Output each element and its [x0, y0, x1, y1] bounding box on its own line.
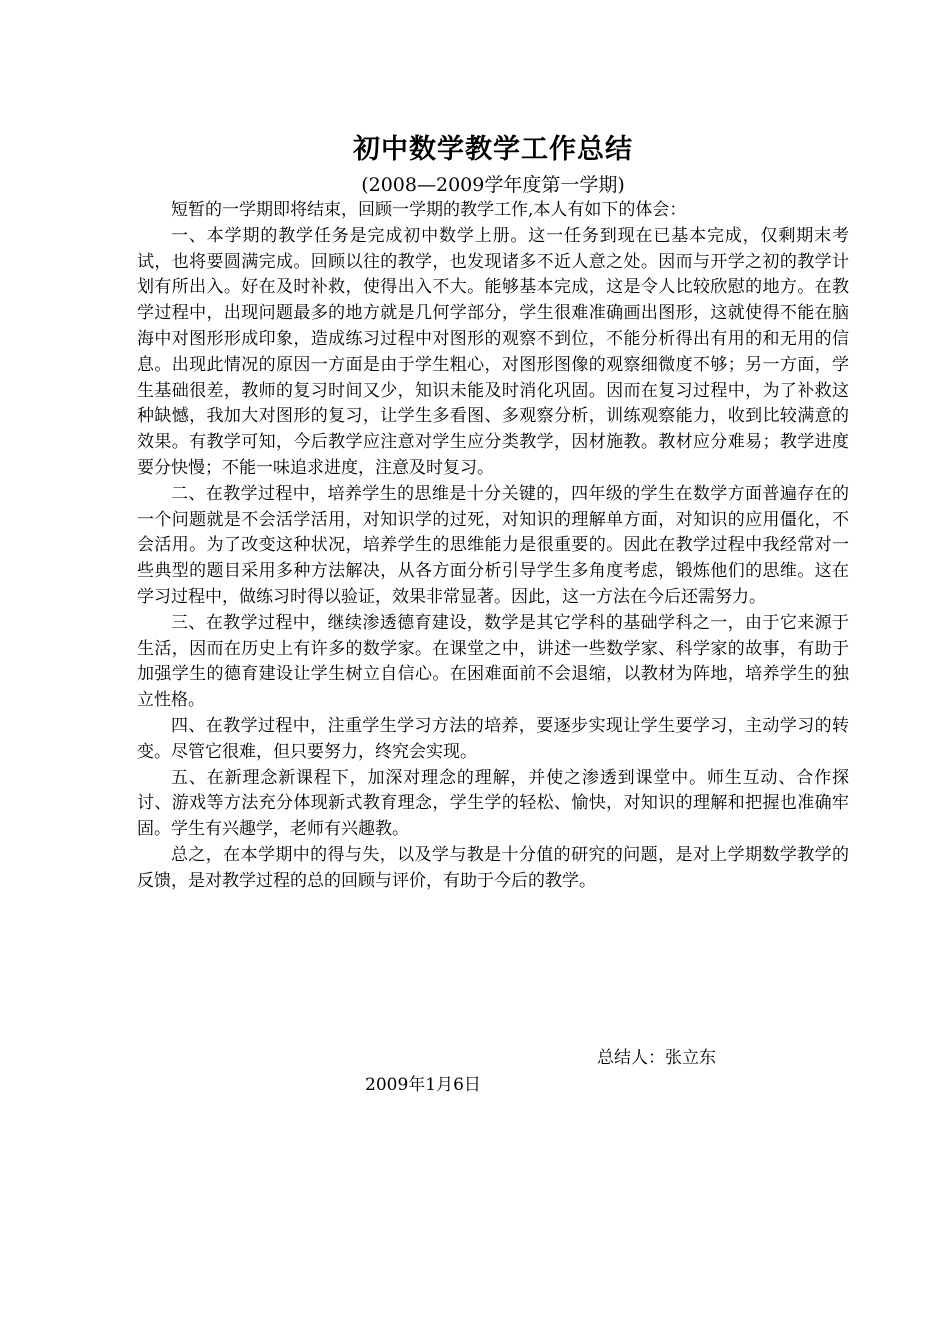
paragraph-5: 五、在新理念新课程下，加深对理念的理解，并使之渗透到课堂中。师生互动、合作探讨、游戏等方法充分体现新式教育理念，学生学的轻松、愉快，对知识的理解和把握也准确牢固。学生有兴趣学，老师有兴趣教。 — [137, 767, 849, 840]
paragraph-2: 二、在教学过程中，培养学生的思维是十分关键的，四年级的学生在数学方面普遍存在的一个问题就是不会活学活用，对知识学的过死，对知识的理解单方面，对知识的应用僵化，不会活用。为了改变这种状况，培养学生的思维能力是很重要的。因此在教学过程中我经常对一些典型的题目采用多种方法解决，从各方面分析引导学生多角度考虑，锻炼他们的思维。这在学习过程中，做练习时得以验证，效果非常显著。因此，这一方法在今后还需努力。 — [137, 483, 849, 607]
document-page — [137, 128, 849, 895]
document-title: 初中数学教学工作总结 — [353, 134, 633, 165]
paragraph-conclusion: 总之，在本学期中的得与失，以及学与教是十分值的研究的问题，是对上学期数学教学的反馈，是对教学过程的总的回顾与评价，有助于今后的教学。 — [137, 844, 849, 891]
paragraph-1: 一、本学期的教学任务是完成初中数学上册。这一任务到现在已基本完成，仅剩期末考试，也将要圆满完成。回顾以往的教学，也发现诸多不近人意之处。因而与开学之初的教学计划有所出入。好在及时补救，使得出入不大。能够基本完成，这是令人比较欣慰的地方。在教学过程中，出现问题最多的地方就是几何学部分，学生很难准确画出图形，这就使得不能在脑海中对图形形成印象，造成练习过程中对图形的观察不到位，不能分析得出有用的和无用的信息。出现此情况的原因一方面是由于学生粗心，对图形图像的观察细微度不够；另一方面，学生基础很差，教师的复习时间又少，知识未能及时消化巩固。因而在复习过程中，为了补救这种缺憾，我加大对图形的复习，让学生多看图、多观察分析，训练观察能力，收到比较满意的效果。有教学可知，今后教学应注意对学生应分类教学，因材施教。教材应分难易；教学进度要分快慢；不能一味追求进度，注意及时复习。 — [137, 225, 849, 478]
signature: 总结人：张立东 — [597, 1048, 716, 1068]
paragraph-3: 三、在教学过程中，继续渗透德育建设，数学是其它学科的基础学科之一，由于它来源于生活，因而在历史上有许多的数学家。在课堂之中，讲述一些数学家、科学家的故事，有助于加强学生的德育建设让学生树立自信心。在困难面前不会退缩，以教材为阵地，培养学生的独立性格。 — [137, 612, 849, 711]
document-date: 2009年1月6日 — [365, 1075, 481, 1095]
document-subtitle: (2008—2009学年度第一学期) — [361, 174, 625, 196]
paragraph-4: 四、在教学过程中，注重学生学习方法的培养，要逐步实现让学生要学习，主动学习的转变。尽管它很难，但只要努力，终究会实现。 — [137, 715, 849, 762]
paragraph-intro: 短暂的一学期即将结束，回顾一学期的教学工作,本人有如下的体会： — [171, 200, 687, 220]
document-body — [137, 198, 849, 895]
